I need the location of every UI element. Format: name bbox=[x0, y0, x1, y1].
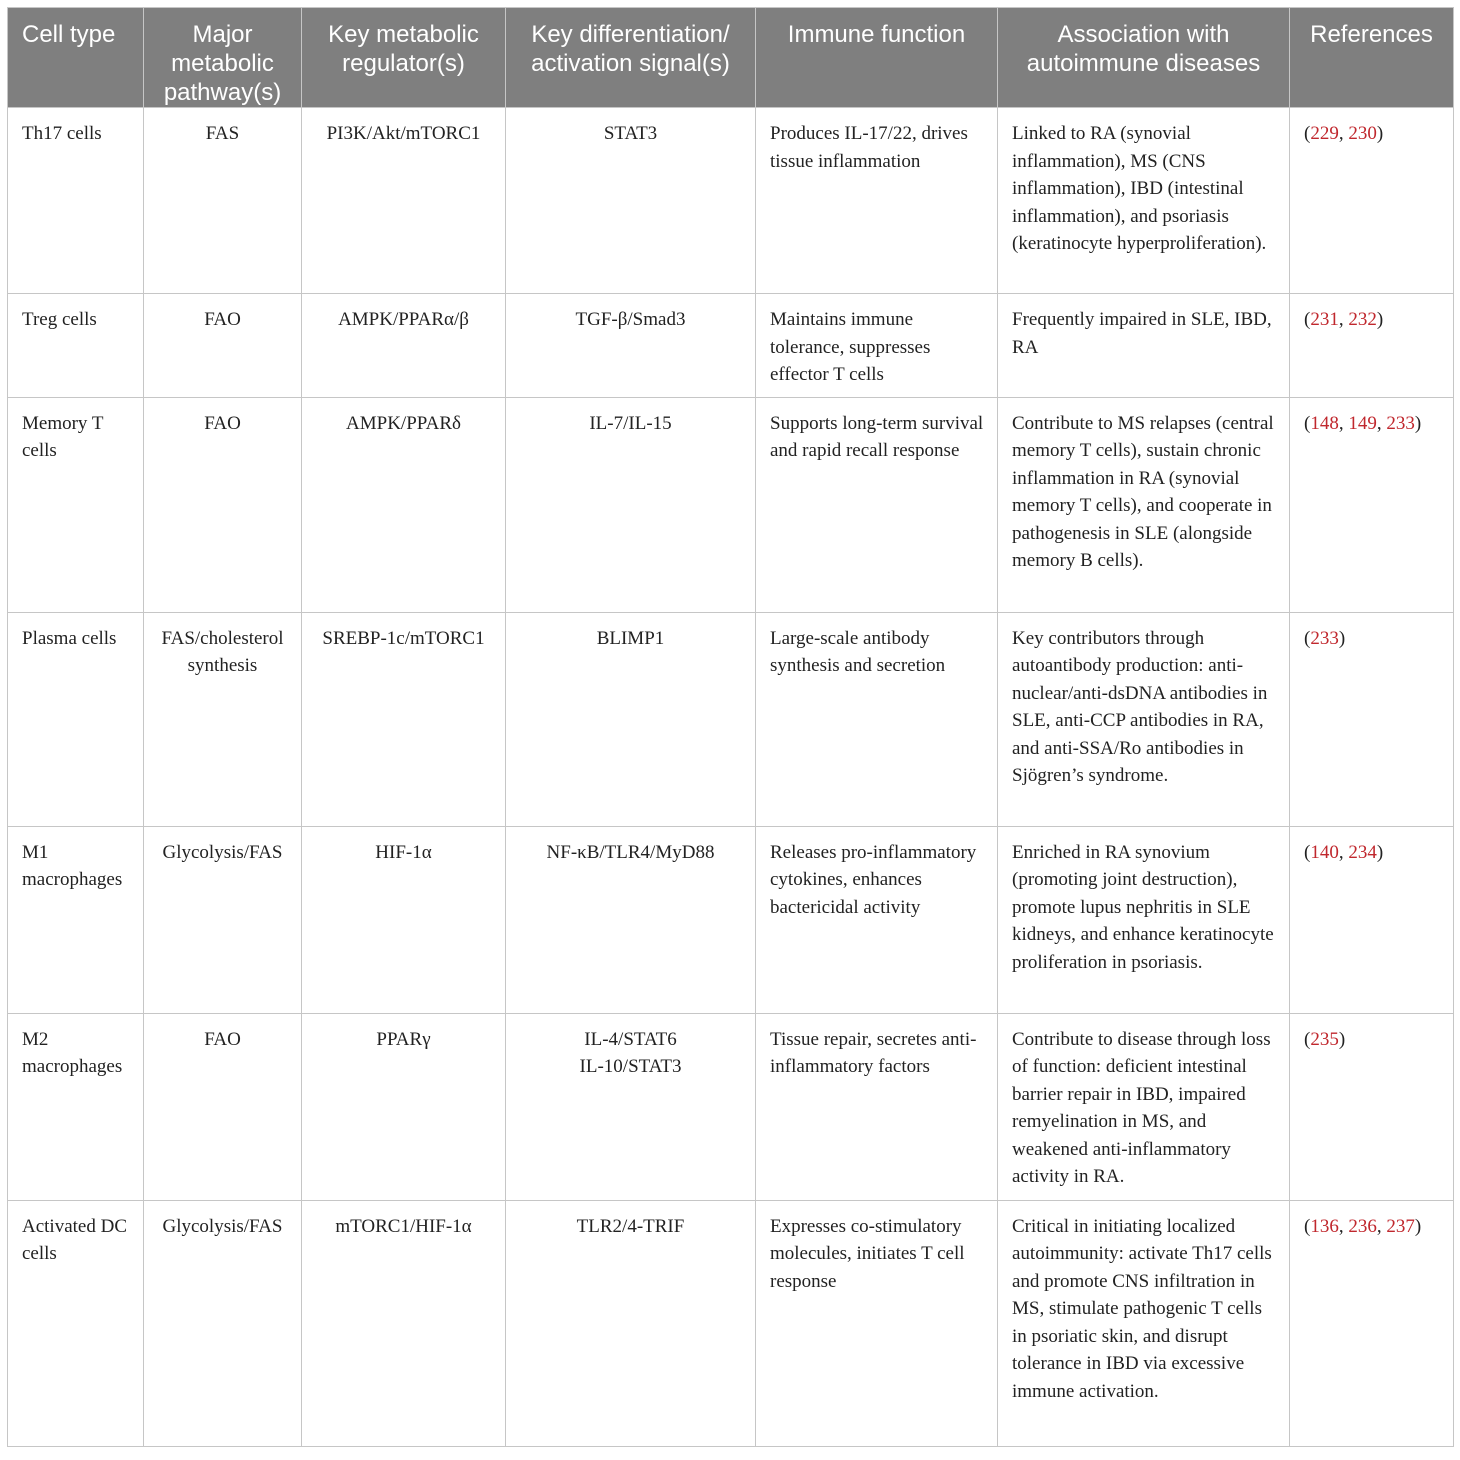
reference-link[interactable]: 232 bbox=[1348, 309, 1377, 330]
signal-cell bbox=[506, 108, 756, 294]
pathway-cell: Glycolysis/FAS bbox=[144, 826, 302, 1013]
reference-link[interactable]: 233 bbox=[1310, 627, 1339, 649]
signal-line: IL-7/IL-15 bbox=[589, 412, 672, 434]
reference-link[interactable]: 229 bbox=[1310, 123, 1339, 144]
table-row bbox=[8, 612, 1454, 826]
pathway-cell: FAO bbox=[144, 294, 302, 398]
header-disease: Association with autoimmune diseases bbox=[998, 8, 1290, 108]
function-cell: Maintains immune tolerance, suppresses effector T cells bbox=[756, 294, 998, 398]
disease-cell: Linked to RA (synovial inflammation), MS (CNS inflammation), IBD (intestinal inflammation), and psoriasis (keratinocyte hyperproliferation). bbox=[998, 108, 1290, 294]
function-cell: Expresses co-stimulatory molecules, initiates T cell response bbox=[756, 1200, 998, 1446]
references-cell: (140, 234) bbox=[1290, 826, 1454, 1013]
function-cell: Produces IL-17/22, drives tissue inflammation bbox=[756, 108, 998, 294]
regulator-cell: PI3K/Akt/mTORC1 bbox=[302, 108, 506, 294]
header-function: Immune function bbox=[756, 8, 998, 108]
regulator-cell: AMPK/PPARα/β bbox=[302, 294, 506, 398]
pathway-cell: FAO bbox=[144, 397, 302, 612]
reference-link[interactable]: 149 bbox=[1348, 412, 1377, 434]
regulator-cell: mTORC1/HIF-1α bbox=[302, 1200, 506, 1446]
table-row bbox=[8, 1013, 1454, 1200]
references-cell: (136, 236, 237) bbox=[1290, 1200, 1454, 1446]
pathway-cell: FAS bbox=[144, 108, 302, 294]
regulator-cell: PPARγ bbox=[302, 1013, 506, 1200]
signal-cell bbox=[506, 397, 756, 612]
pathway-cell: Glycolysis/FAS bbox=[144, 1200, 302, 1446]
disease-cell: Key contributors through autoantibody production: anti-nuclear/anti-dsDNA antibodies in SLE, anti-CCP antibodies in RA, and anti-SSA/Ro antibodies in Sjögren’s syndrome. bbox=[998, 612, 1290, 826]
signal-line: STAT3 bbox=[603, 123, 658, 144]
references-cell: (235) bbox=[1290, 1013, 1454, 1200]
regulator-cell: HIF-1α bbox=[302, 826, 506, 1013]
signal-line: TLR2/4-TRIF bbox=[576, 1215, 685, 1237]
table-body bbox=[8, 108, 1454, 1447]
signal-line: NF-κB/TLR4/MyD88 bbox=[546, 841, 715, 863]
header-pathway: Major metabolic pathway(s) bbox=[144, 8, 302, 108]
table-row bbox=[8, 1200, 1454, 1446]
reference-link[interactable]: 140 bbox=[1310, 841, 1339, 863]
signal-cell bbox=[506, 1200, 756, 1446]
function-cell: Releases pro-inflammatory cytokines, enhances bactericidal activity bbox=[756, 826, 998, 1013]
header-row bbox=[8, 8, 1454, 108]
disease-cell: Critical in initiating localized autoimmunity: activate Th17 cells and promote CNS infiltration in MS, stimulate pathogenic T cells in psoriatic skin, and disrupt tolerance in IBD via excessive immune activation. bbox=[998, 1200, 1290, 1446]
cell-type-cell: Treg cells bbox=[8, 294, 144, 398]
table-row bbox=[8, 294, 1454, 398]
header-references: References bbox=[1290, 8, 1454, 108]
references-cell: (233) bbox=[1290, 612, 1454, 826]
table-row bbox=[8, 397, 1454, 612]
reference-link[interactable]: 237 bbox=[1386, 1215, 1415, 1237]
reference-link[interactable]: 231 bbox=[1310, 309, 1339, 330]
header-signal: Key differentiation/ activation signal(s) bbox=[506, 8, 756, 108]
reference-link[interactable]: 148 bbox=[1310, 412, 1339, 434]
cell-type-cell: Memory T cells bbox=[8, 397, 144, 612]
function-cell: Tissue repair, secretes anti-inflammatory factors bbox=[756, 1013, 998, 1200]
signal-line: TGF-β/Smad3 bbox=[575, 309, 686, 330]
function-cell: Large-scale antibody synthesis and secretion bbox=[756, 612, 998, 826]
signal-cell bbox=[506, 1013, 756, 1200]
function-cell: Supports long-term survival and rapid recall response bbox=[756, 397, 998, 612]
header-regulator: Key metabolic regulator(s) bbox=[302, 8, 506, 108]
reference-link[interactable]: 136 bbox=[1310, 1215, 1339, 1237]
table-row bbox=[8, 826, 1454, 1013]
reference-link[interactable]: 230 bbox=[1348, 123, 1377, 144]
disease-cell: Contribute to MS relapses (central memory T cells), sustain chronic inflammation in RA (synovial memory T cells), and cooperate in pathogenesis in SLE (alongside memory B cells). bbox=[998, 397, 1290, 612]
header-cell-type: Cell type bbox=[8, 8, 144, 108]
reference-link[interactable]: 235 bbox=[1310, 1028, 1339, 1050]
reference-link[interactable]: 236 bbox=[1348, 1215, 1377, 1237]
references-cell: (231, 232) bbox=[1290, 294, 1454, 398]
disease-cell: Contribute to disease through loss of function: deficient intestinal barrier repair in IBD, impaired remyelination in MS, and weakened anti-inflammatory activity in RA. bbox=[998, 1013, 1290, 1200]
cell-type-cell: M1 macrophages bbox=[8, 826, 144, 1013]
signal-cell bbox=[506, 294, 756, 398]
references-cell: (148, 149, 233) bbox=[1290, 397, 1454, 612]
pathway-cell: FAO bbox=[144, 1013, 302, 1200]
cell-type-cell: M2 macrophages bbox=[8, 1013, 144, 1200]
reference-link[interactable]: 233 bbox=[1386, 412, 1415, 434]
disease-cell: Frequently impaired in SLE, IBD, RA bbox=[998, 294, 1290, 398]
signal-cell bbox=[506, 826, 756, 1013]
references-cell: (229, 230) bbox=[1290, 108, 1454, 294]
table-row bbox=[8, 108, 1454, 294]
metabolism-table bbox=[7, 7, 1454, 1447]
signal-line: IL-4/STAT6 bbox=[584, 1028, 677, 1050]
regulator-cell: SREBP-1c/mTORC1 bbox=[302, 612, 506, 826]
cell-type-cell: Plasma cells bbox=[8, 612, 144, 826]
regulator-cell: AMPK/PPARδ bbox=[302, 397, 506, 612]
signal-cell bbox=[506, 612, 756, 826]
reference-link[interactable]: 234 bbox=[1348, 841, 1377, 863]
cell-type-cell: Th17 cells bbox=[8, 108, 144, 294]
disease-cell: Enriched in RA synovium (promoting joint destruction), promote lupus nephritis in SLE kidneys, and enhance keratinocyte proliferation in psoriasis. bbox=[998, 826, 1290, 1013]
signal-line: BLIMP1 bbox=[596, 627, 665, 649]
cell-type-cell: Activated DC cells bbox=[8, 1200, 144, 1446]
signal-line: IL-10/STAT3 bbox=[579, 1056, 682, 1077]
pathway-cell: FAS/cholesterol synthesis bbox=[144, 612, 302, 826]
